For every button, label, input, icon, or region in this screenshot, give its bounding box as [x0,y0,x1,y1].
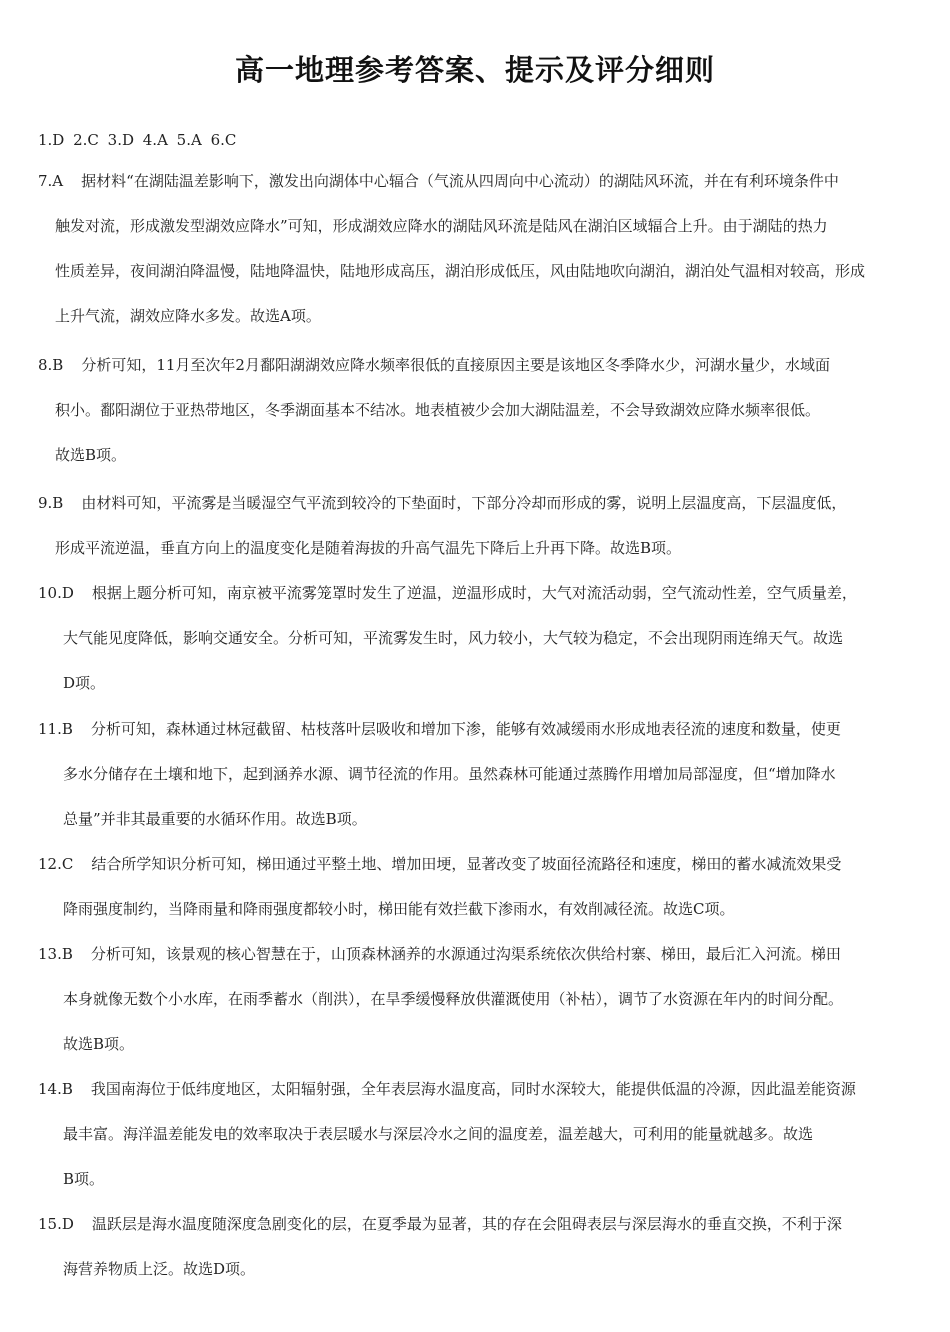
answer-item-10 [38,571,915,706]
answer-line: 故选B项。 [63,1035,135,1053]
answer-item-14 [38,1067,915,1202]
multiple-choice-answers: 1.D 2.C 3.D 4.A 5.A 6.C [38,131,237,149]
answer-number: 11.B [38,720,73,738]
answer-item-9 [38,481,915,571]
answer-line: 结合所学知识分析可知，梯田通过平整土地、增加田埂，显著改变了坡面径流路径和速度，梯田的蓄水减流效果受 [91,855,842,873]
answer-line: 故选B项。 [55,446,127,464]
answer-line: 积小。鄱阳湖位于亚热带地区，冬季湖面基本不结冰。地表植被少会加大湖陆温差，不会导致湖效应降水频率很低。 [55,401,821,419]
answer-line: 根据上题分析可知，南京被平流雾笼罩时发生了逆温，逆温形成时，大气对流活动弱，空气流动性差，空气质量差， [91,584,857,602]
answer-line: 触发对流，形成激发型湖效应降水”可知，形成湖效应降水的湖陆风环流是陆风在湖泊区域辐合上升。由于湖陆的热力 [55,217,828,235]
answer-number: 9.B [38,494,64,512]
page-footer-faded [320,1290,620,1308]
answer-item-8 [38,343,915,478]
answer-line: D项。 [63,674,106,692]
answer-item-12 [38,842,915,932]
answer-line: B项。 [63,1170,105,1188]
answer-number: 12.C [38,855,74,873]
answer-line: 分析可知，森林通过林冠截留、枯枝落叶层吸收和增加下渗，能够有效减缓雨水形成地表径流的速度和数量，使更 [90,720,841,738]
answer-number: 10.D [38,584,74,602]
answer-number: 13.B [38,945,73,963]
answer-line: 形成平流逆温，垂直方向上的温度变化是随着海拔的升高气温先下降后上升再下降。故选B项。 [55,539,682,557]
answer-line: 据材料“在湖陆温差影响下，激发出向湖体中心辐合（气流从四周向中心流动）的湖陆风环流，并在有利环境条件中 [81,172,839,190]
answer-line: 分析可知，11月至次年2月鄱阳湖湖效应降水频率很低的直接原因主要是该地区冬季降水少，河湖水量少，水域面 [81,356,830,374]
answer-line: 总量”并非其最重要的水循环作用。故选B项。 [63,810,367,828]
answer-line: 由材料可知，平流雾是当暖湿空气平流到较冷的下垫面时，下部分冷却而形成的雾，说明上层温度高，下层温度低， [81,494,847,512]
answer-line: 温跃层是海水温度随深度急剧变化的层，在夏季最为显著，其的存在会阻碍表层与深层海水的垂直交换，不利于深 [91,1215,842,1233]
answer-line: 多水分储存在土壤和地下，起到涵养水源、调节径流的作用。虽然森林可能通过蒸腾作用增加局部湿度，但“增加降水 [63,765,836,783]
answer-line: 海营养物质上泛。故选D项。 [63,1260,256,1278]
answer-line: 本身就像无数个小水库，在雨季蓄水（削洪），在旱季缓慢释放供灌溉使用（补枯），调节了水资源在年内的时间分配。 [63,990,844,1008]
answer-line: 最丰富。海洋温差能发电的效率取决于表层暖水与深层冷水之间的温度差，温差越大，可利用的能量就越多。故选 [63,1125,814,1143]
answer-line: 上升气流，湖效应降水多发。故选A项。 [55,307,321,325]
answer-item-7 [38,159,915,339]
answer-line: 性质差异，夜间湖泊降温慢，陆地降温快，陆地形成高压，湖泊形成低压，风由陆地吹向湖泊，湖泊处气温相对较高，形成 [55,262,866,280]
answer-line: 降雨强度制约，当降雨量和降雨强度都较小时，梯田能有效拦截下渗雨水，有效削减径流。故选C项。 [63,900,735,918]
answer-item-15 [38,1202,915,1292]
answer-item-11 [38,707,915,842]
answer-number: 8.B [38,356,64,374]
answer-item-13 [38,932,915,1067]
answer-line: 我国南海位于低纬度地区，太阳辐射强，全年表层海水温度高，同时水深较大，能提供低温的冷源，因此温差能资源 [90,1080,856,1098]
answer-number: 15.D [38,1215,74,1233]
page-title: 高一地理参考答案、提示及评分细则 [234,53,715,87]
answer-line: 分析可知，该景观的核心智慧在于，山顶森林涵养的水源通过沟渠系统依次供给村寨、梯田，最后汇入河流。梯田 [90,945,841,963]
answer-number: 7.A [38,172,64,190]
answer-number: 14.B [38,1080,73,1098]
answer-line: 大气能见度降低，影响交通安全。分析可知，平流雾发生时，风力较小，大气较为稳定，不会出现阴雨连绵天气。故选 [63,629,844,647]
